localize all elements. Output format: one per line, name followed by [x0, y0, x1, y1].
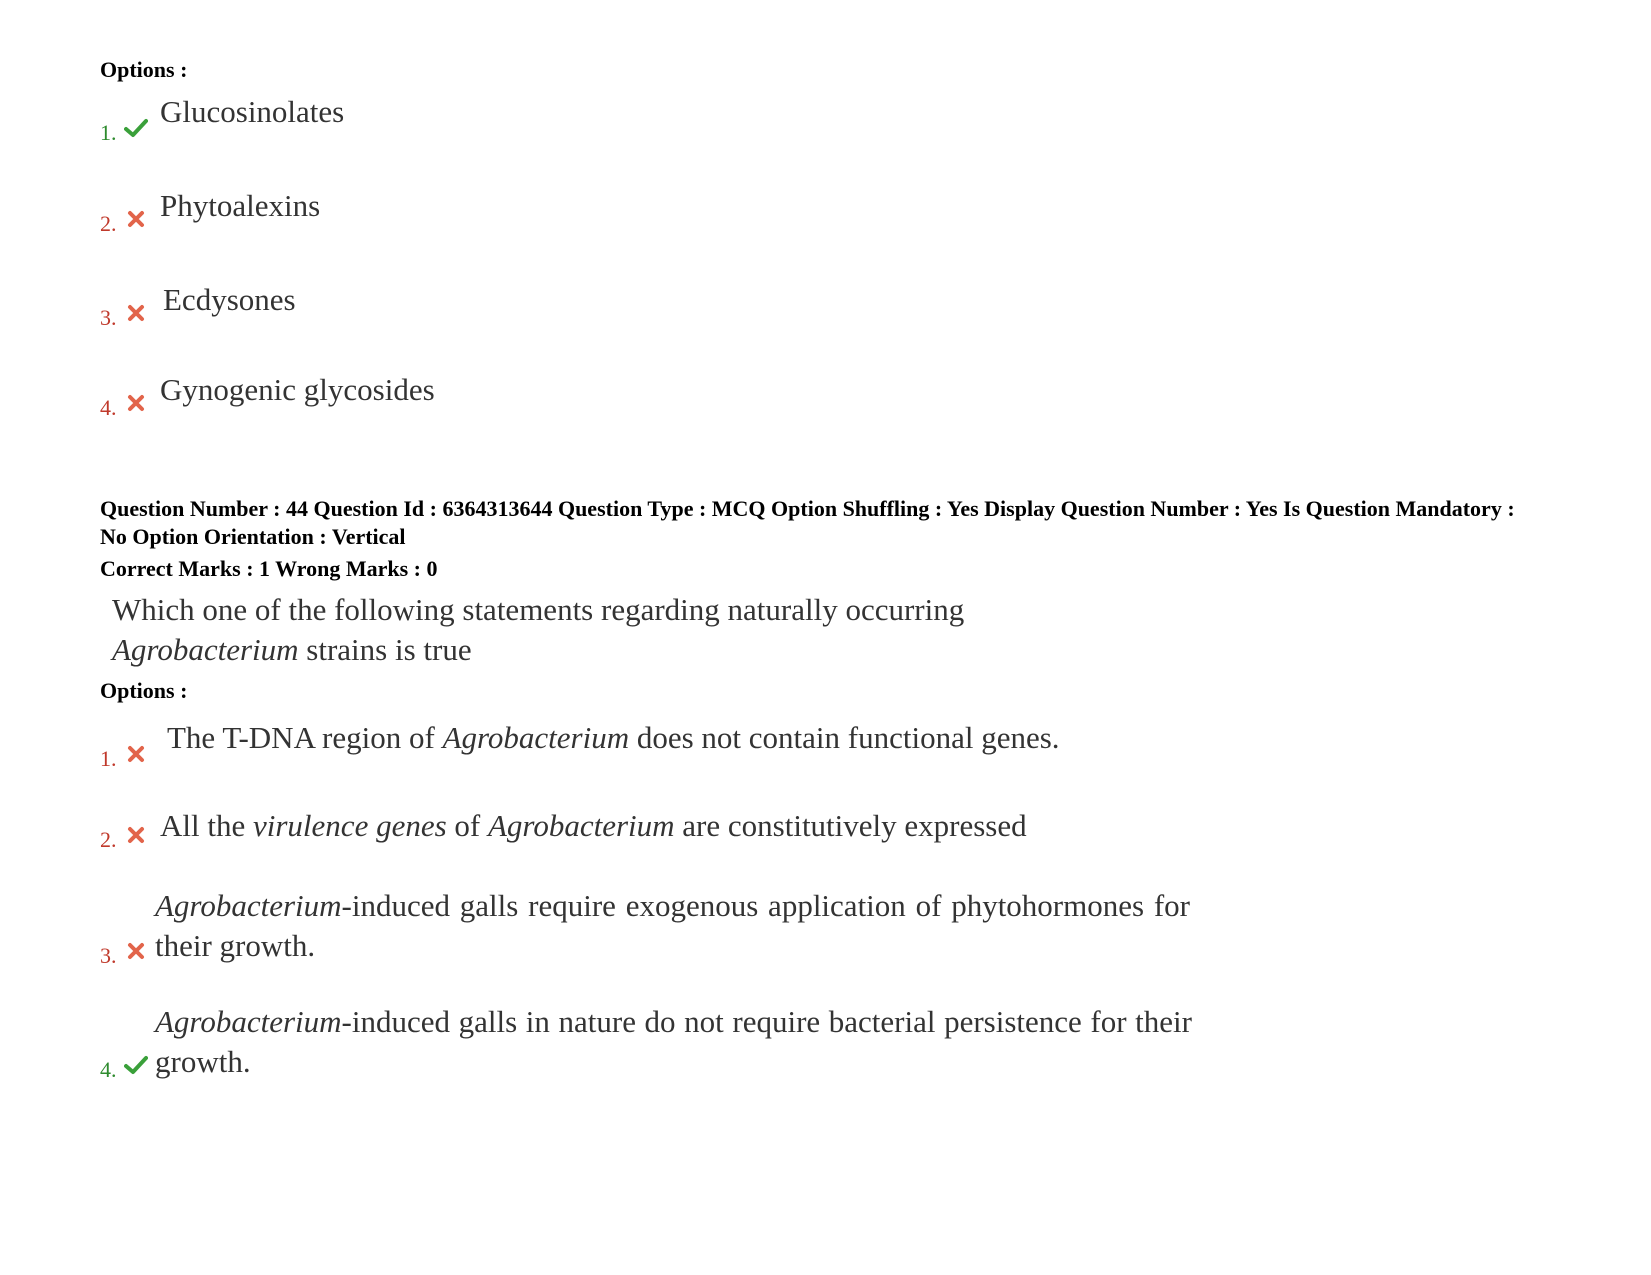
organism-name: Agrobacterium — [155, 1004, 342, 1039]
option-text: Glucosinolates — [160, 94, 345, 129]
question-meta: Question Number : 44 Question Id : 6364313644 Question Type : MCQ Option Shuffling : Yes Display Question Number : Yes Is Question Mandatory : No Option Orientation : Vertical — [100, 496, 1515, 549]
option-text-part: of — [446, 808, 488, 843]
option-text-part: -induced galls require exogenous application of phytohormones for their growth. — [155, 888, 1190, 963]
options-label: Options : — [100, 678, 188, 703]
organism-name: Agrobacterium — [112, 632, 299, 667]
check-icon — [124, 1055, 148, 1075]
option-text: Ecdysones — [163, 282, 296, 317]
question-stem-text: strains is true — [298, 632, 472, 667]
cross-icon — [124, 303, 148, 323]
option-text — [155, 886, 1190, 966]
option-text-part: All the — [160, 808, 253, 843]
cross-icon — [124, 209, 148, 229]
option-number: 1. — [100, 746, 117, 771]
option-number: 4. — [100, 1057, 117, 1082]
question-stem-line: Which one of the following statements regarding naturally occurring — [112, 592, 965, 627]
organism-name: Agrobacterium — [488, 808, 675, 843]
option-text: Phytoalexins — [160, 188, 321, 223]
option-text — [160, 806, 1027, 846]
option-number: 3. — [100, 943, 117, 968]
cross-icon — [124, 393, 148, 413]
options-label: Options : — [100, 57, 188, 82]
option-text — [155, 1002, 1192, 1082]
option-text: Gynogenic glycosides — [160, 372, 435, 407]
question-stem — [112, 590, 1192, 670]
option-text — [167, 718, 1060, 758]
check-icon — [124, 118, 148, 138]
gene-term: virulence genes — [253, 808, 447, 843]
cross-icon — [124, 744, 148, 764]
cross-icon — [124, 825, 148, 845]
option-number: 4. — [100, 395, 117, 420]
cross-icon — [124, 941, 148, 961]
option-text-part: does not contain functional genes. — [629, 720, 1060, 755]
organism-name: Agrobacterium — [442, 720, 630, 755]
option-number: 1. — [100, 120, 117, 145]
option-text-part: The T-DNA region of — [167, 720, 443, 755]
option-number: 2. — [100, 211, 117, 236]
option-text-part: are constitutively expressed — [674, 808, 1027, 843]
question-marks: Correct Marks : 1 Wrong Marks : 0 — [100, 556, 438, 581]
option-text-part: -induced galls in nature do not require bacterial persistence for their growth. — [155, 1004, 1192, 1079]
option-number: 2. — [100, 827, 117, 852]
organism-name: Agrobacterium — [155, 888, 342, 923]
option-number: 3. — [100, 305, 117, 330]
question-stem-line — [112, 630, 1192, 670]
